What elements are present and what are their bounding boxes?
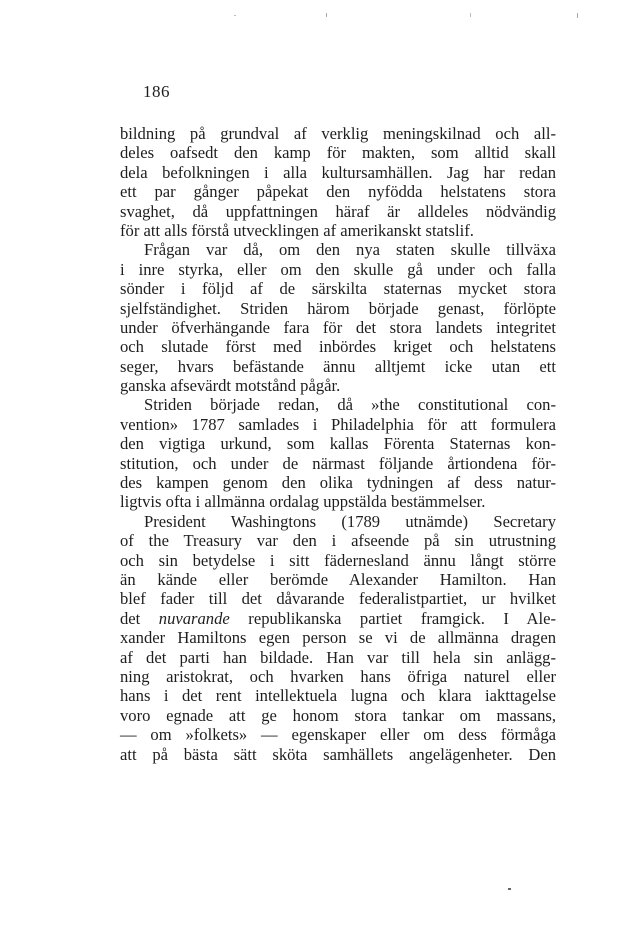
text-line: att på bästa sätt sköta samhällets angelägenheter. Den xyxy=(120,744,556,764)
text-line: — om »folkets» — egenskaper eller om dess förmåga xyxy=(120,725,556,745)
text-line xyxy=(120,609,556,628)
text-line: Frågan var då, om den nya staten skulle tillväxa xyxy=(144,240,556,260)
text-line: deles oafsedt den kamp för makten, som alltid skall xyxy=(120,143,556,163)
text-line: dela befolkningen i alla kultursamhällen. Jag har redan xyxy=(120,162,556,182)
body-text xyxy=(120,124,556,764)
text-segment: republikanska partiet framgick. I Ale- xyxy=(229,608,556,628)
text-line: än kände eller berömde Alexander Hamilton. Han xyxy=(120,569,556,589)
scan-speck xyxy=(508,888,511,890)
scan-speck xyxy=(577,13,578,18)
text-line: ning aristokrat, och hvarken hans öfriga naturel eller xyxy=(120,666,556,686)
text-line: blef fader till det dåvarande federalistpartiet, ur hvilket xyxy=(120,589,556,609)
text-line: för att alls förstå utvecklingen af amerikanskt statslif. xyxy=(120,220,474,240)
text-line: ganska afsevärdt motstånd pågår. xyxy=(120,376,341,396)
text-line: stitution, och under de närmast följande årtiondena för- xyxy=(120,453,556,473)
text-line: af det parti han bildade. Han var till hela sin anlägg- xyxy=(120,647,556,667)
text-line: hans i det rent intellektuela lugna och klara iakttagelse xyxy=(120,686,556,706)
text-line: President Washingtons (1789 utnämde) Secretary xyxy=(144,511,556,531)
italic-word: nuvarande xyxy=(158,608,230,628)
text-line: ligtvis ofta i allmänna ordalag uppstälda bestämmelser. xyxy=(120,492,486,512)
text-line: xander Hamiltons egen person se vi de allmänna dragen xyxy=(120,628,556,648)
text-line: i inre styrka, eller om den skulle gå under och falla xyxy=(120,259,556,279)
scan-speck xyxy=(470,13,471,17)
text-line: vention» 1787 samlades i Philadelphia för att formulera xyxy=(120,414,556,434)
page-number: 186 xyxy=(143,82,170,101)
text-line: bildning på grundval af verklig meningskilnad och all- xyxy=(120,124,556,143)
scan-speck xyxy=(326,13,327,17)
text-line: voro egnade att ge honom stora tankar om massans, xyxy=(120,705,556,725)
text-line: Striden började redan, då »the constitutional con- xyxy=(144,395,556,415)
text-line: of the Treasury var den i afseende på sin utrustning xyxy=(120,531,556,551)
text-line: seger, hvars befästande ännu alltjemt icke utan ett xyxy=(120,356,556,376)
text-line: under öfverhängande fara för det stora landets integritet xyxy=(120,317,556,337)
text-line: och slutade först med inbördes kriget och helstatens xyxy=(120,337,556,357)
text-line: des kampen genom den olika tydningen af dess natur- xyxy=(120,473,556,493)
text-line: svaghet, då uppfattningen häraf är alldeles nödvändig xyxy=(120,201,556,221)
text-line: den vigtiga urkund, som kallas Förenta Staternas kon- xyxy=(120,434,556,454)
scan-speck xyxy=(234,15,236,16)
text-line: och sin betydelse i sitt fädernesland ännu långt större xyxy=(120,550,556,570)
text-line: sjelfständighet. Striden härom började genast, förlöpte xyxy=(120,298,556,318)
text-line: ett par gånger påpekat den nyfödda helstatens stora xyxy=(120,182,556,202)
text-line: sönder i följd af de särskilta staternas mycket stora xyxy=(120,279,556,299)
text-segment: det xyxy=(120,608,159,628)
